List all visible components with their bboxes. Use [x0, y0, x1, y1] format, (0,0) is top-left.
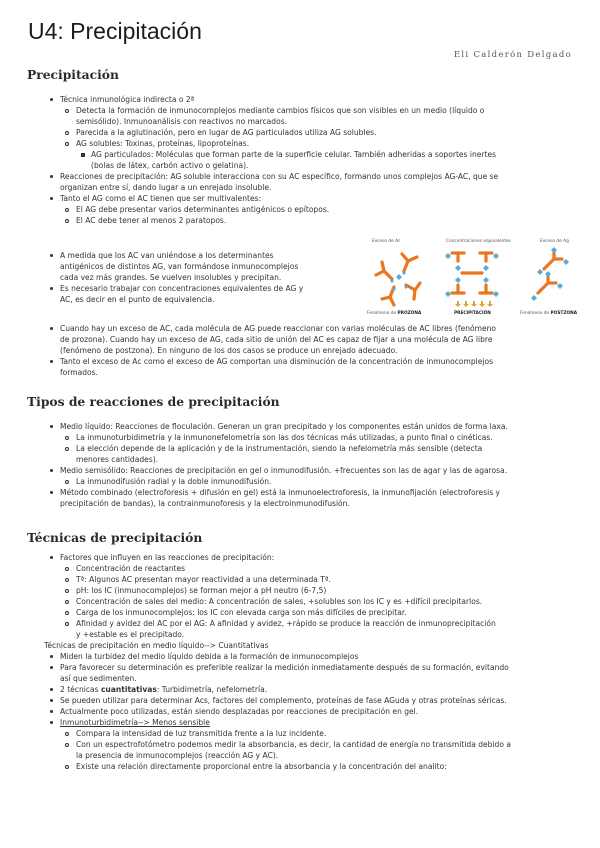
list-item: El AC debe tener al menos 2 paratopos. [28, 215, 570, 226]
list-item: pH: los IC (inmunocomplejos) se forman mejor a pH neutro (6-7,5) [28, 585, 570, 596]
list-item: Concentración de reactantes [28, 563, 570, 574]
list-item: El AG debe presentar varios determinantes antigénicos o epítopos. [28, 204, 570, 215]
list-item: Método combinado (electroforesis + difusión en gel) está la inmunoelectroforesis, la inmunofijación (electroforesis y precipitación de bandas), la contrainmunoforesis y la electroinmunodifusión. [28, 487, 570, 509]
list-item: 2 técnicas cuantitativas: Turbidimetría, nefelometría. [28, 684, 570, 695]
list-item: Es necesario trabajar con concentraciones equivalentes de AG y AC, es decir en el punto de equivalencia. [28, 283, 350, 305]
figure-label-exceso-ag: Exceso de Ag [540, 239, 569, 244]
list-item: Tanto el exceso de Ac como el exceso de AG comportan una disminución de la concentración de inmunocomplejos formados. [28, 356, 570, 378]
list-item: Actualmente poco utilizadas, están siendo desplazadas por reacciones de precipitación en gel. [28, 706, 570, 717]
list-item: Técnica inmunológica indirecta o 2ª [28, 94, 570, 105]
list-item: La inmunodifusión radial y la doble inmunodifusión. [28, 476, 570, 487]
author-name: Eli Calderón Delgado [453, 50, 572, 60]
list-item: A medida que los AC van uniéndose a los determinantes antigénicos de distintos AG, van formándose inmunocomplejos cada vez más grandes. Se vuelven insolubles y precipitan. [28, 250, 350, 283]
precipitacion-list-bottom [28, 323, 570, 378]
list-item: Tanto el AG como el AC tienen que ser multivalentes: [28, 193, 570, 204]
list-item: Parecida a la aglutinación, pero en lugar de AG particulados utiliza AG solubles. [28, 127, 570, 138]
list-item: La elección depende de la aplicación y de la instrumentación, siendo la nefelometría más sensible (detecta menores cantidades). [28, 443, 570, 465]
precipitacion-list-narrow [28, 250, 350, 305]
list-item: Carga de los inmunocomplejos: los IC con elevada carga son más difíciles de precipitar. [28, 607, 570, 618]
figure-label-equivalentes: Concentraciones equivalentes [446, 239, 511, 244]
list-item: Concentración de sales del medio: A concentración de sales, +solubles son los IC y es +difícil precipitarlos. [28, 596, 570, 607]
list-item: Factores que influyen en las reacciones de precipitación: [28, 552, 570, 563]
figure-caption-postzona: Fenómeno de POSTZONA [520, 311, 578, 316]
list-item: Tª: Algunos AC presentan mayor reactividad a una determinada Tª. [28, 574, 570, 585]
list-item: Para favorecer su determinación es preferible realizar la medición inmediatamente después de su formación, evitando así que sedimenten. [28, 662, 570, 684]
list-item: Reacciones de precipitación: AG soluble interacciona con su AC específico, formando unos complejos AG-AC, que se organizan entre sí, dando lugar a un enrejado insoluble. [28, 171, 570, 193]
list-item: Cuando hay un exceso de AC, cada molécula de AG puede reaccionar con varias moléculas de AC libres (fenómeno de prozona). Cuando hay un exceso de AG, cada sitio de unión del AC es capaz de fijar a una molécula de AG libre (fenómeno de postzona). En ninguno de los dos casos se produce un enrejado adecuado. [28, 323, 570, 356]
list-item: Técnicas de precipitación en medio líquido--> Cuantitativas [44, 641, 269, 650]
list-item: Se pueden utilizar para determinar Acs, factores del complemento, proteínas de fase AGuda y otras proteínas séricas. [28, 695, 570, 706]
figure-caption-precipitacion: PRECIPITACIÓN [454, 311, 491, 316]
list-item: Con un espectrofotómetro podemos medir la absorbancia, es decir, la cantidad de energía no transmitida debido a la presencia de inmunocomplejos (reacción AG y AC). [28, 739, 570, 761]
list-item: Existe una relación directamente proporcional entre la absorbancia y la concentración del analito: [28, 761, 570, 772]
section-heading-tipos: Tipos de reacciones de precipitación [27, 394, 280, 409]
list-item: Compara la intensidad de luz transmitida frente a la luz incidente. [28, 728, 570, 739]
list-item: Inmunoturbidimetría--> Menos sensible [28, 717, 570, 728]
section-heading-tecnicas: Técnicas de precipitación [27, 530, 203, 545]
list-item: AG particulados: Moléculas que forman parte de la superficie celular. También adheridas a soportes inertes (bolas de látex, carbón activo o gelatina). [28, 149, 570, 171]
list-item: Detecta la formación de inmunocomplejos mediante cambios físicos que son visibles en un medio (líquido o semisólido). Inmunoanálisis con reactivos no marcados. [28, 105, 570, 127]
list-item: AG solubles: Toxinas, proteínas, lipoproteínas. [28, 138, 570, 149]
page-title: U4: Precipitación [28, 18, 202, 44]
section-heading-precipitacion: Precipitación [27, 67, 119, 82]
precipitation-zones-figure [362, 235, 578, 317]
tipos-list [28, 421, 570, 509]
precipitacion-list [28, 94, 570, 226]
list-item: Miden la turbidez del medio líquido debida a la formación de inmunocomplejos [28, 651, 570, 662]
figure-label-exceso-ac: Exceso de Ac [372, 239, 401, 244]
tecnicas-list [28, 552, 570, 772]
figure-caption-prozona: Fenómeno de PROZONA [367, 311, 422, 316]
list-item: Afinidad y avidez del AC por el AG: A afinidad y avidez, +rápido se produce la reacción de inmunoprecipitación y +estable es el precipitado. [28, 618, 570, 640]
list-item: Medio líquido: Reacciones de floculación. Generan un gran precipitado y los componentes están unidos de forma laxa. [28, 421, 570, 432]
list-item: Medio semisólido: Reacciones de precipitación en gel o inmunodifusión. +frecuentes son las de agar y las de agarosa. [28, 465, 570, 476]
list-item: La inmunoturbidimetría y la inmunonefelometría son las dos técnicas más utilizadas, a punto final o cinéticas. [28, 432, 570, 443]
